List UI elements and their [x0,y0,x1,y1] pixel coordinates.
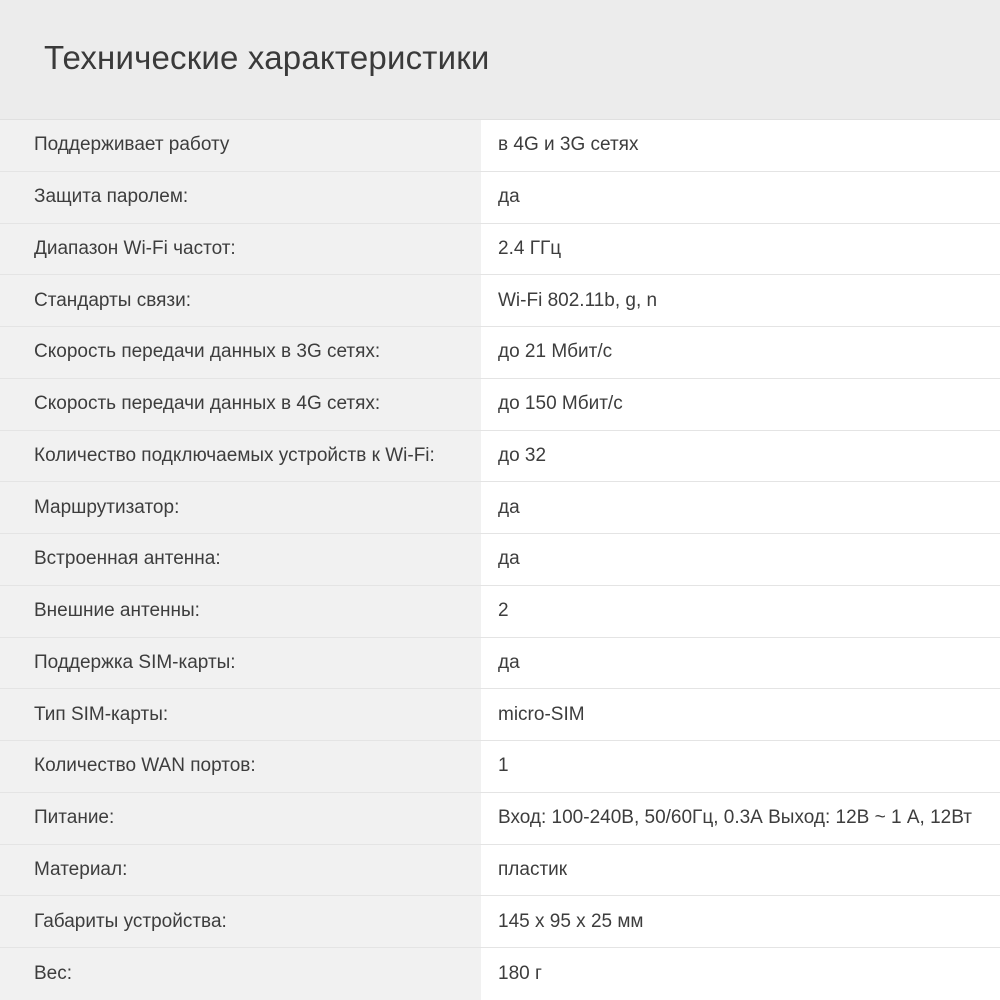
spec-value: Вход: 100-240В, 50/60Гц, 0.3А Выход: 12В ~ 1 А, 12Вт [481,793,1000,844]
spec-label: Количество WAN портов: [0,741,481,792]
spec-row [0,120,1000,172]
spec-row [0,224,1000,276]
spec-value: 2.4 ГГц [481,224,1000,275]
page-header [0,0,1000,120]
spec-label: Габариты устройства: [0,896,481,947]
page-title: Технические характеристики [44,38,490,76]
spec-label: Вес: [0,948,481,1000]
spec-row [0,482,1000,534]
spec-row [0,896,1000,948]
spec-row [0,741,1000,793]
spec-value: да [481,172,1000,223]
spec-label: Поддержка SIM-карты: [0,638,481,689]
spec-row [0,845,1000,897]
spec-label: Скорость передачи данных в 3G сетях: [0,327,481,378]
spec-value: да [481,638,1000,689]
spec-label: Защита паролем: [0,172,481,223]
spec-table [0,120,1000,1000]
spec-value: да [481,482,1000,533]
spec-label: Поддерживает работу [0,120,481,171]
spec-value: пластик [481,845,1000,896]
spec-label: Диапазон Wi-Fi частот: [0,224,481,275]
spec-value: 1 [481,741,1000,792]
spec-label: Тип SIM-карты: [0,689,481,740]
spec-label: Стандарты связи: [0,275,481,326]
spec-label: Количество подключаемых устройств к Wi-Fi: [0,431,481,482]
spec-row [0,948,1000,1000]
spec-value: micro-SIM [481,689,1000,740]
spec-label: Скорость передачи данных в 4G сетях: [0,379,481,430]
spec-value: 180 г [481,948,1000,1000]
spec-value: до 32 [481,431,1000,482]
spec-row [0,586,1000,638]
spec-value: до 150 Мбит/с [481,379,1000,430]
spec-row [0,327,1000,379]
spec-label: Материал: [0,845,481,896]
spec-value: до 21 Мбит/с [481,327,1000,378]
spec-value: Wi-Fi 802.11b, g, n [481,275,1000,326]
spec-row [0,638,1000,690]
spec-row [0,793,1000,845]
spec-row [0,431,1000,483]
spec-value: да [481,534,1000,585]
spec-label: Маршрутизатор: [0,482,481,533]
spec-row [0,172,1000,224]
spec-label: Питание: [0,793,481,844]
spec-label: Внешние антенны: [0,586,481,637]
spec-value: 145 x 95 x 25 мм [481,896,1000,947]
spec-label: Встроенная антенна: [0,534,481,585]
spec-row [0,275,1000,327]
spec-value: 2 [481,586,1000,637]
spec-row [0,534,1000,586]
spec-row [0,689,1000,741]
spec-row [0,379,1000,431]
spec-value: в 4G и 3G сетях [481,120,1000,171]
